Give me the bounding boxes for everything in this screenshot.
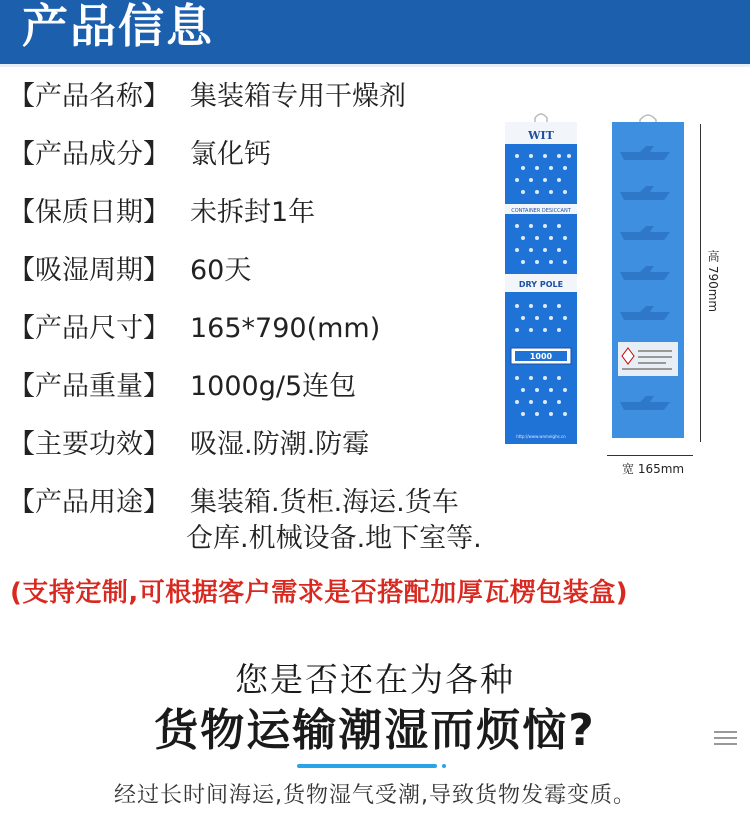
question-line-2: 货物运输潮湿而烦恼? (154, 705, 596, 756)
bottom-description: 经过长时间海运,货物湿气受潮,导致货物发霉变质。 (114, 783, 636, 808)
spec-row-cycle (8, 254, 251, 288)
spec-row-shelf-life (8, 196, 315, 230)
spec-label: 【吸湿周期】 (8, 255, 170, 286)
spec-label: 【产品尺寸】 (8, 313, 170, 344)
spec-value: 165*790(mm) (190, 313, 381, 344)
spec-row-size (8, 312, 380, 346)
product-weight-badge: 1000 (529, 352, 553, 361)
customization-note: (支持定制,可根据客户需求是否搭配加厚瓦楞包装盒) (10, 578, 629, 608)
spec-label: 【产品重量】 (8, 371, 170, 402)
spec-value: 吸湿.防潮.防霉 (190, 429, 370, 460)
width-dimension-label: 宽 165mm (622, 462, 685, 476)
spec-row-usage (8, 486, 459, 520)
header-banner (0, 0, 750, 64)
spec-label: 【产品名称】 (8, 81, 170, 112)
product-back-image (612, 112, 684, 438)
spec-row-name (8, 80, 406, 114)
height-dimension-line (700, 124, 701, 442)
spec-value: 氯化钙 (190, 139, 271, 170)
question-line-1: 您是否还在为各种 (235, 660, 515, 699)
header-divider (0, 64, 750, 67)
menu-icon[interactable] (714, 731, 737, 745)
spec-value-usage-line2: 仓库.机械设备.地下室等. (186, 523, 482, 554)
spec-row-effect (8, 428, 369, 462)
spec-value: 未拆封1年 (190, 197, 316, 228)
spec-value: 集装箱.货柜.海运.货车 (190, 487, 459, 518)
spec-label: 【产品用途】 (8, 487, 170, 518)
height-dimension-label: 高 790mm (706, 250, 720, 313)
width-dimension-line (607, 455, 693, 456)
spec-label: 【主要功效】 (8, 429, 170, 460)
product-name: DRY POLE (518, 280, 564, 289)
spec-value: 集装箱专用干燥剂 (190, 81, 406, 112)
product-brand: WIT (528, 129, 554, 142)
product-front-image (505, 112, 577, 444)
accent-dot (442, 764, 446, 768)
spec-value: 60天 (190, 255, 252, 286)
product-subtitle: CONTAINER DESICCANT (511, 208, 571, 214)
spec-label: 【保质日期】 (8, 197, 170, 228)
spec-row-ingredient (8, 138, 271, 172)
page-title: 产品信息 (22, 0, 214, 53)
accent-bar (297, 764, 437, 768)
spec-label: 【产品成分】 (8, 139, 170, 170)
spec-value: 1000g/5连包 (190, 371, 357, 402)
spec-row-weight (8, 370, 356, 404)
product-url: http://www.wnmeighs.cn (516, 434, 566, 439)
